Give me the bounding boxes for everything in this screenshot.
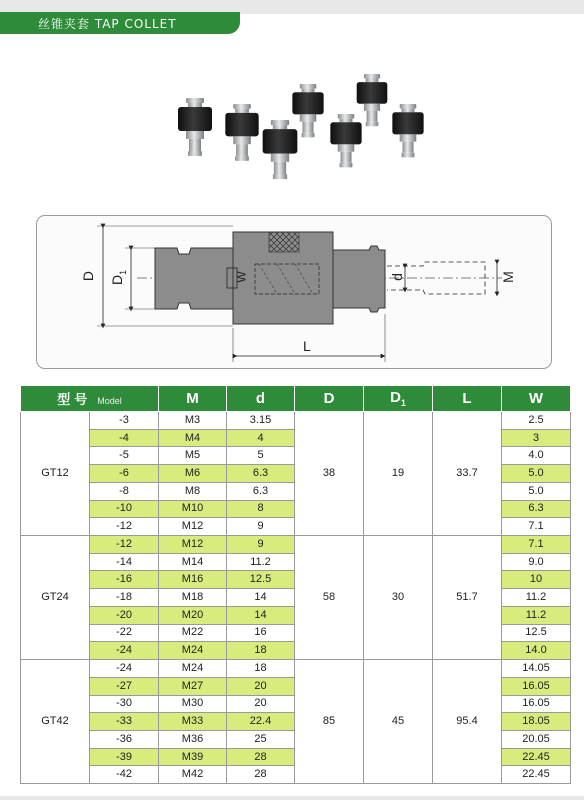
cell-suffix: -6 [90, 465, 159, 483]
cell-suffix: -14 [90, 553, 159, 571]
header-W: W [502, 386, 571, 412]
cell-suffix: -22 [90, 624, 159, 642]
cell-M: M30 [159, 695, 227, 713]
label-D: D [80, 270, 97, 282]
cell-L: 95.4 [433, 660, 502, 784]
product-photo [150, 62, 440, 210]
cell-M: M16 [159, 571, 227, 589]
cell-L: 33.7 [433, 412, 502, 536]
cell-W: 11.2 [502, 589, 571, 607]
cell-suffix: -24 [90, 642, 159, 660]
section-title: 丝锥夹套 TAP COLLET [38, 17, 177, 31]
cell-model: GT12 [21, 412, 90, 536]
cell-M: M4 [159, 429, 227, 447]
cell-suffix: -33 [90, 713, 159, 731]
cell-M: M36 [159, 730, 227, 748]
cell-d: 8 [227, 500, 295, 518]
cell-d: 18 [227, 642, 295, 660]
cell-M: M33 [159, 713, 227, 731]
cell-d: 6.3 [227, 482, 295, 500]
cell-W: 2.5 [502, 412, 571, 430]
cell-suffix: -27 [90, 677, 159, 695]
cell-W: 14.0 [502, 642, 571, 660]
cell-suffix: -3 [90, 412, 159, 430]
cell-suffix: -4 [90, 429, 159, 447]
cell-M: M8 [159, 482, 227, 500]
cell-W: 22.45 [502, 766, 571, 784]
cell-suffix: -5 [90, 447, 159, 465]
cell-M: M27 [159, 677, 227, 695]
cell-d: 12.5 [227, 571, 295, 589]
cell-d: 5 [227, 447, 295, 465]
table-body [21, 412, 571, 784]
cell-suffix: -24 [90, 660, 159, 678]
dimension-diagram [36, 215, 552, 369]
header-L: L [433, 386, 502, 412]
cell-D1: 30 [364, 536, 433, 660]
cell-d: 9 [227, 536, 295, 554]
cell-suffix: -18 [90, 589, 159, 607]
cell-W: 9.0 [502, 553, 571, 571]
spec-table [20, 385, 571, 784]
cell-d: 6.3 [227, 465, 295, 483]
cell-W: 22.45 [502, 748, 571, 766]
header-model: 型号 Model [21, 386, 159, 412]
cell-M: M24 [159, 642, 227, 660]
cell-d: 28 [227, 748, 295, 766]
cell-D1: 45 [364, 660, 433, 784]
cell-suffix: -20 [90, 606, 159, 624]
cell-W: 16.05 [502, 677, 571, 695]
cell-d: 16 [227, 624, 295, 642]
label-d: d [388, 273, 405, 281]
header-D: D [295, 386, 364, 412]
cell-d: 14 [227, 589, 295, 607]
cell-d: 3.15 [227, 412, 295, 430]
cell-d: 20 [227, 695, 295, 713]
cell-W: 12.5 [502, 624, 571, 642]
label-L: L [303, 338, 311, 354]
cell-d: 4 [227, 429, 295, 447]
cell-W: 5.0 [502, 482, 571, 500]
cell-M: M22 [159, 624, 227, 642]
cell-W: 6.3 [502, 500, 571, 518]
cell-M: M18 [159, 589, 227, 607]
cell-W: 16.05 [502, 695, 571, 713]
cell-D: 38 [295, 412, 364, 536]
cell-model: GT24 [21, 536, 90, 660]
cell-d: 11.2 [227, 553, 295, 571]
table-row [21, 412, 571, 430]
cell-d: 25 [227, 730, 295, 748]
cell-M: M12 [159, 518, 227, 536]
cell-d: 22.4 [227, 713, 295, 731]
cell-W: 7.1 [502, 536, 571, 554]
cell-W: 20.05 [502, 730, 571, 748]
cell-W: 11.2 [502, 606, 571, 624]
cell-d: 18 [227, 660, 295, 678]
cell-M: M24 [159, 660, 227, 678]
header-d: d [227, 386, 295, 412]
table-row [21, 660, 571, 678]
header-M: M [159, 386, 227, 412]
cell-M: M5 [159, 447, 227, 465]
cell-model: GT42 [21, 660, 90, 784]
table-header-row [21, 386, 571, 412]
diagram-drawing [37, 216, 551, 368]
cell-d: 20 [227, 677, 295, 695]
cell-suffix: -16 [90, 571, 159, 589]
cell-W: 7.1 [502, 518, 571, 536]
cell-M: M39 [159, 748, 227, 766]
cell-W: 18.05 [502, 713, 571, 731]
cell-D: 58 [295, 536, 364, 660]
cell-M: M12 [159, 536, 227, 554]
cell-suffix: -39 [90, 748, 159, 766]
cell-suffix: -36 [90, 730, 159, 748]
label-D1: $D_1$ [109, 269, 128, 285]
cell-D: 85 [295, 660, 364, 784]
cell-suffix: -42 [90, 766, 159, 784]
cell-W: 4.0 [502, 447, 571, 465]
cell-M: M10 [159, 500, 227, 518]
cell-M: M6 [159, 465, 227, 483]
cell-d: 9 [227, 518, 295, 536]
cell-W: 10 [502, 571, 571, 589]
cell-suffix: -12 [90, 518, 159, 536]
header-D1: $D_1$ [364, 386, 433, 412]
cell-d: 14 [227, 606, 295, 624]
cell-M: M3 [159, 412, 227, 430]
cell-suffix: -30 [90, 695, 159, 713]
label-M: M [499, 271, 516, 283]
cell-d: 28 [227, 766, 295, 784]
cell-suffix: -10 [90, 500, 159, 518]
cell-D1: 19 [364, 412, 433, 536]
label-W: W [234, 271, 249, 283]
cell-suffix: -8 [90, 482, 159, 500]
section-header [0, 12, 240, 34]
cell-M: M14 [159, 553, 227, 571]
cell-W: 14.05 [502, 660, 571, 678]
cell-W: 3 [502, 429, 571, 447]
cell-M: M20 [159, 606, 227, 624]
cell-M: M42 [159, 766, 227, 784]
table-row [21, 536, 571, 554]
cell-L: 51.7 [433, 536, 502, 660]
bottom-edge-strip [0, 796, 584, 800]
cell-W: 5.0 [502, 465, 571, 483]
cell-suffix: -12 [90, 536, 159, 554]
